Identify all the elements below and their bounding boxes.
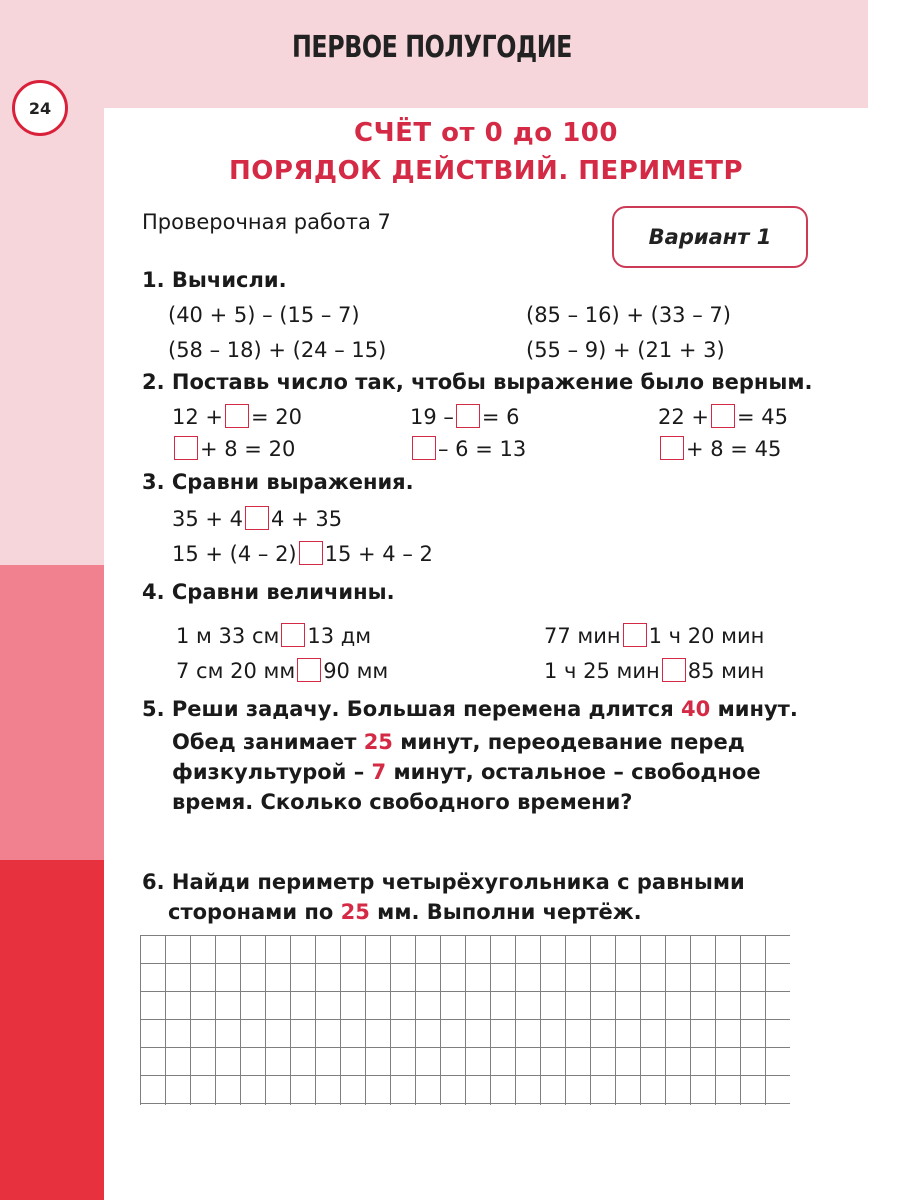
- task5-text: минут, переодевание перед: [392, 730, 745, 754]
- task4-d-left: 1 ч 25 мин: [544, 659, 660, 683]
- variant-badge: [612, 206, 808, 268]
- topic-line-2: ПОРЯДОК ДЕЙСТВИЙ. ПЕРИМЕТР: [228, 156, 744, 186]
- task6-number: 25: [340, 900, 370, 924]
- task2-eq-c-pre: 22 +: [658, 405, 709, 429]
- compare-box[interactable]: [245, 506, 269, 530]
- task1-expr-2: (85 – 16) + (33 – 7): [526, 303, 731, 327]
- task2-eq-f-post: + 8 = 45: [686, 437, 782, 461]
- task5-text: физкультурой –: [172, 760, 372, 784]
- task5-line-2: [172, 730, 745, 754]
- task2-eq-e-post: – 6 = 13: [438, 437, 527, 461]
- task4-a-left: 1 м 33 см: [176, 624, 280, 648]
- task4-compare-b: [544, 623, 764, 648]
- task4-c-right: 90 мм: [323, 659, 389, 683]
- section-title: ПЕРВОЕ ПОЛУГОДИЕ: [292, 30, 572, 65]
- task1-expr-4: (55 – 9) + (21 + 3): [526, 338, 725, 362]
- left-strip-mid: [0, 565, 104, 860]
- task4-compare-c: [176, 658, 388, 683]
- task1-expr-3: (58 – 18) + (24 – 15): [168, 338, 387, 362]
- task2-eq-b-post: = 6: [481, 405, 520, 429]
- task4-b-left: 77 мин: [544, 624, 621, 648]
- task3-title: 3. Сравни выражения.: [142, 470, 414, 494]
- task4-title: 4. Сравни величины.: [142, 580, 395, 604]
- compare-box[interactable]: [299, 541, 323, 565]
- task5-line-1: [142, 697, 798, 721]
- drawing-grid[interactable]: [140, 935, 790, 1105]
- task2-eq-a-pre: 12 +: [172, 405, 223, 429]
- task4-compare-d: [544, 658, 764, 683]
- variant-label: Вариант 1: [648, 225, 772, 249]
- task3-compare-a: [172, 506, 342, 531]
- answer-box[interactable]: [412, 436, 436, 460]
- task4-d-right: 85 мин: [687, 659, 765, 683]
- task5-line-4: время. Сколько свободного времени?: [172, 790, 633, 814]
- task4-a-right: 13 дм: [307, 624, 372, 648]
- task3-b-left: 15 + (4 – 2): [172, 542, 297, 566]
- topic-line-1: СЧЁТ от 0 до 100: [354, 118, 618, 148]
- task5-text: Обед занимает: [172, 730, 364, 754]
- task2-title: 2. Поставь число так, чтобы выражение было верным.: [142, 370, 813, 394]
- task2-eq-a: [172, 404, 302, 429]
- compare-box[interactable]: [662, 658, 686, 682]
- compare-box[interactable]: [623, 623, 647, 647]
- task5-number: 7: [371, 760, 387, 784]
- task2-eq-c: [658, 404, 788, 429]
- task1-expr-1: (40 + 5) – (15 – 7): [168, 303, 360, 327]
- task5-text: 5. Реши задачу. Большая перемена длится: [142, 697, 682, 721]
- task5-text: минут.: [710, 697, 798, 721]
- task4-compare-a: [176, 623, 371, 648]
- task2-eq-c-post: = 45: [737, 405, 788, 429]
- answer-box[interactable]: [456, 404, 480, 428]
- left-strip-red: [0, 860, 104, 1200]
- task5-text: минут, остальное – свободное: [386, 760, 761, 784]
- task2-eq-d: [172, 436, 295, 461]
- task2-eq-b-pre: 19 –: [410, 405, 454, 429]
- task3-compare-b: [172, 541, 433, 566]
- page-number-badge: [12, 80, 68, 136]
- compare-box[interactable]: [281, 623, 305, 647]
- task5-number: 25: [363, 730, 393, 754]
- task6-text: мм. Выполни чертёж.: [369, 900, 642, 924]
- compare-box[interactable]: [297, 658, 321, 682]
- task1-title: 1. Вычисли.: [142, 268, 287, 292]
- task5-line-3: [172, 760, 761, 784]
- task3-a-left: 35 + 4: [172, 507, 244, 531]
- answer-box[interactable]: [174, 436, 198, 460]
- task2-eq-d-post: + 8 = 20: [200, 437, 296, 461]
- task3-b-right: 15 + 4 – 2: [324, 542, 433, 566]
- task6-line-2: [168, 900, 642, 924]
- answer-box[interactable]: [711, 404, 735, 428]
- work-title: Проверочная работа 7: [142, 210, 391, 234]
- page-number: 24: [28, 98, 52, 118]
- task2-eq-e: [410, 436, 526, 461]
- task2-eq-a-post: = 20: [251, 405, 302, 429]
- task2-eq-f: [658, 436, 781, 461]
- answer-box[interactable]: [660, 436, 684, 460]
- task4-b-right: 1 ч 20 мин: [648, 624, 765, 648]
- task5-number: 40: [681, 697, 711, 721]
- task2-eq-b: [410, 404, 520, 429]
- task6-line-1: 6. Найди периметр четырёхугольника с равными: [142, 870, 745, 894]
- task3-a-right: 4 + 35: [271, 507, 343, 531]
- task6-text: сторонами по: [168, 900, 341, 924]
- answer-box[interactable]: [225, 404, 249, 428]
- task4-c-left: 7 см 20 мм: [176, 659, 296, 683]
